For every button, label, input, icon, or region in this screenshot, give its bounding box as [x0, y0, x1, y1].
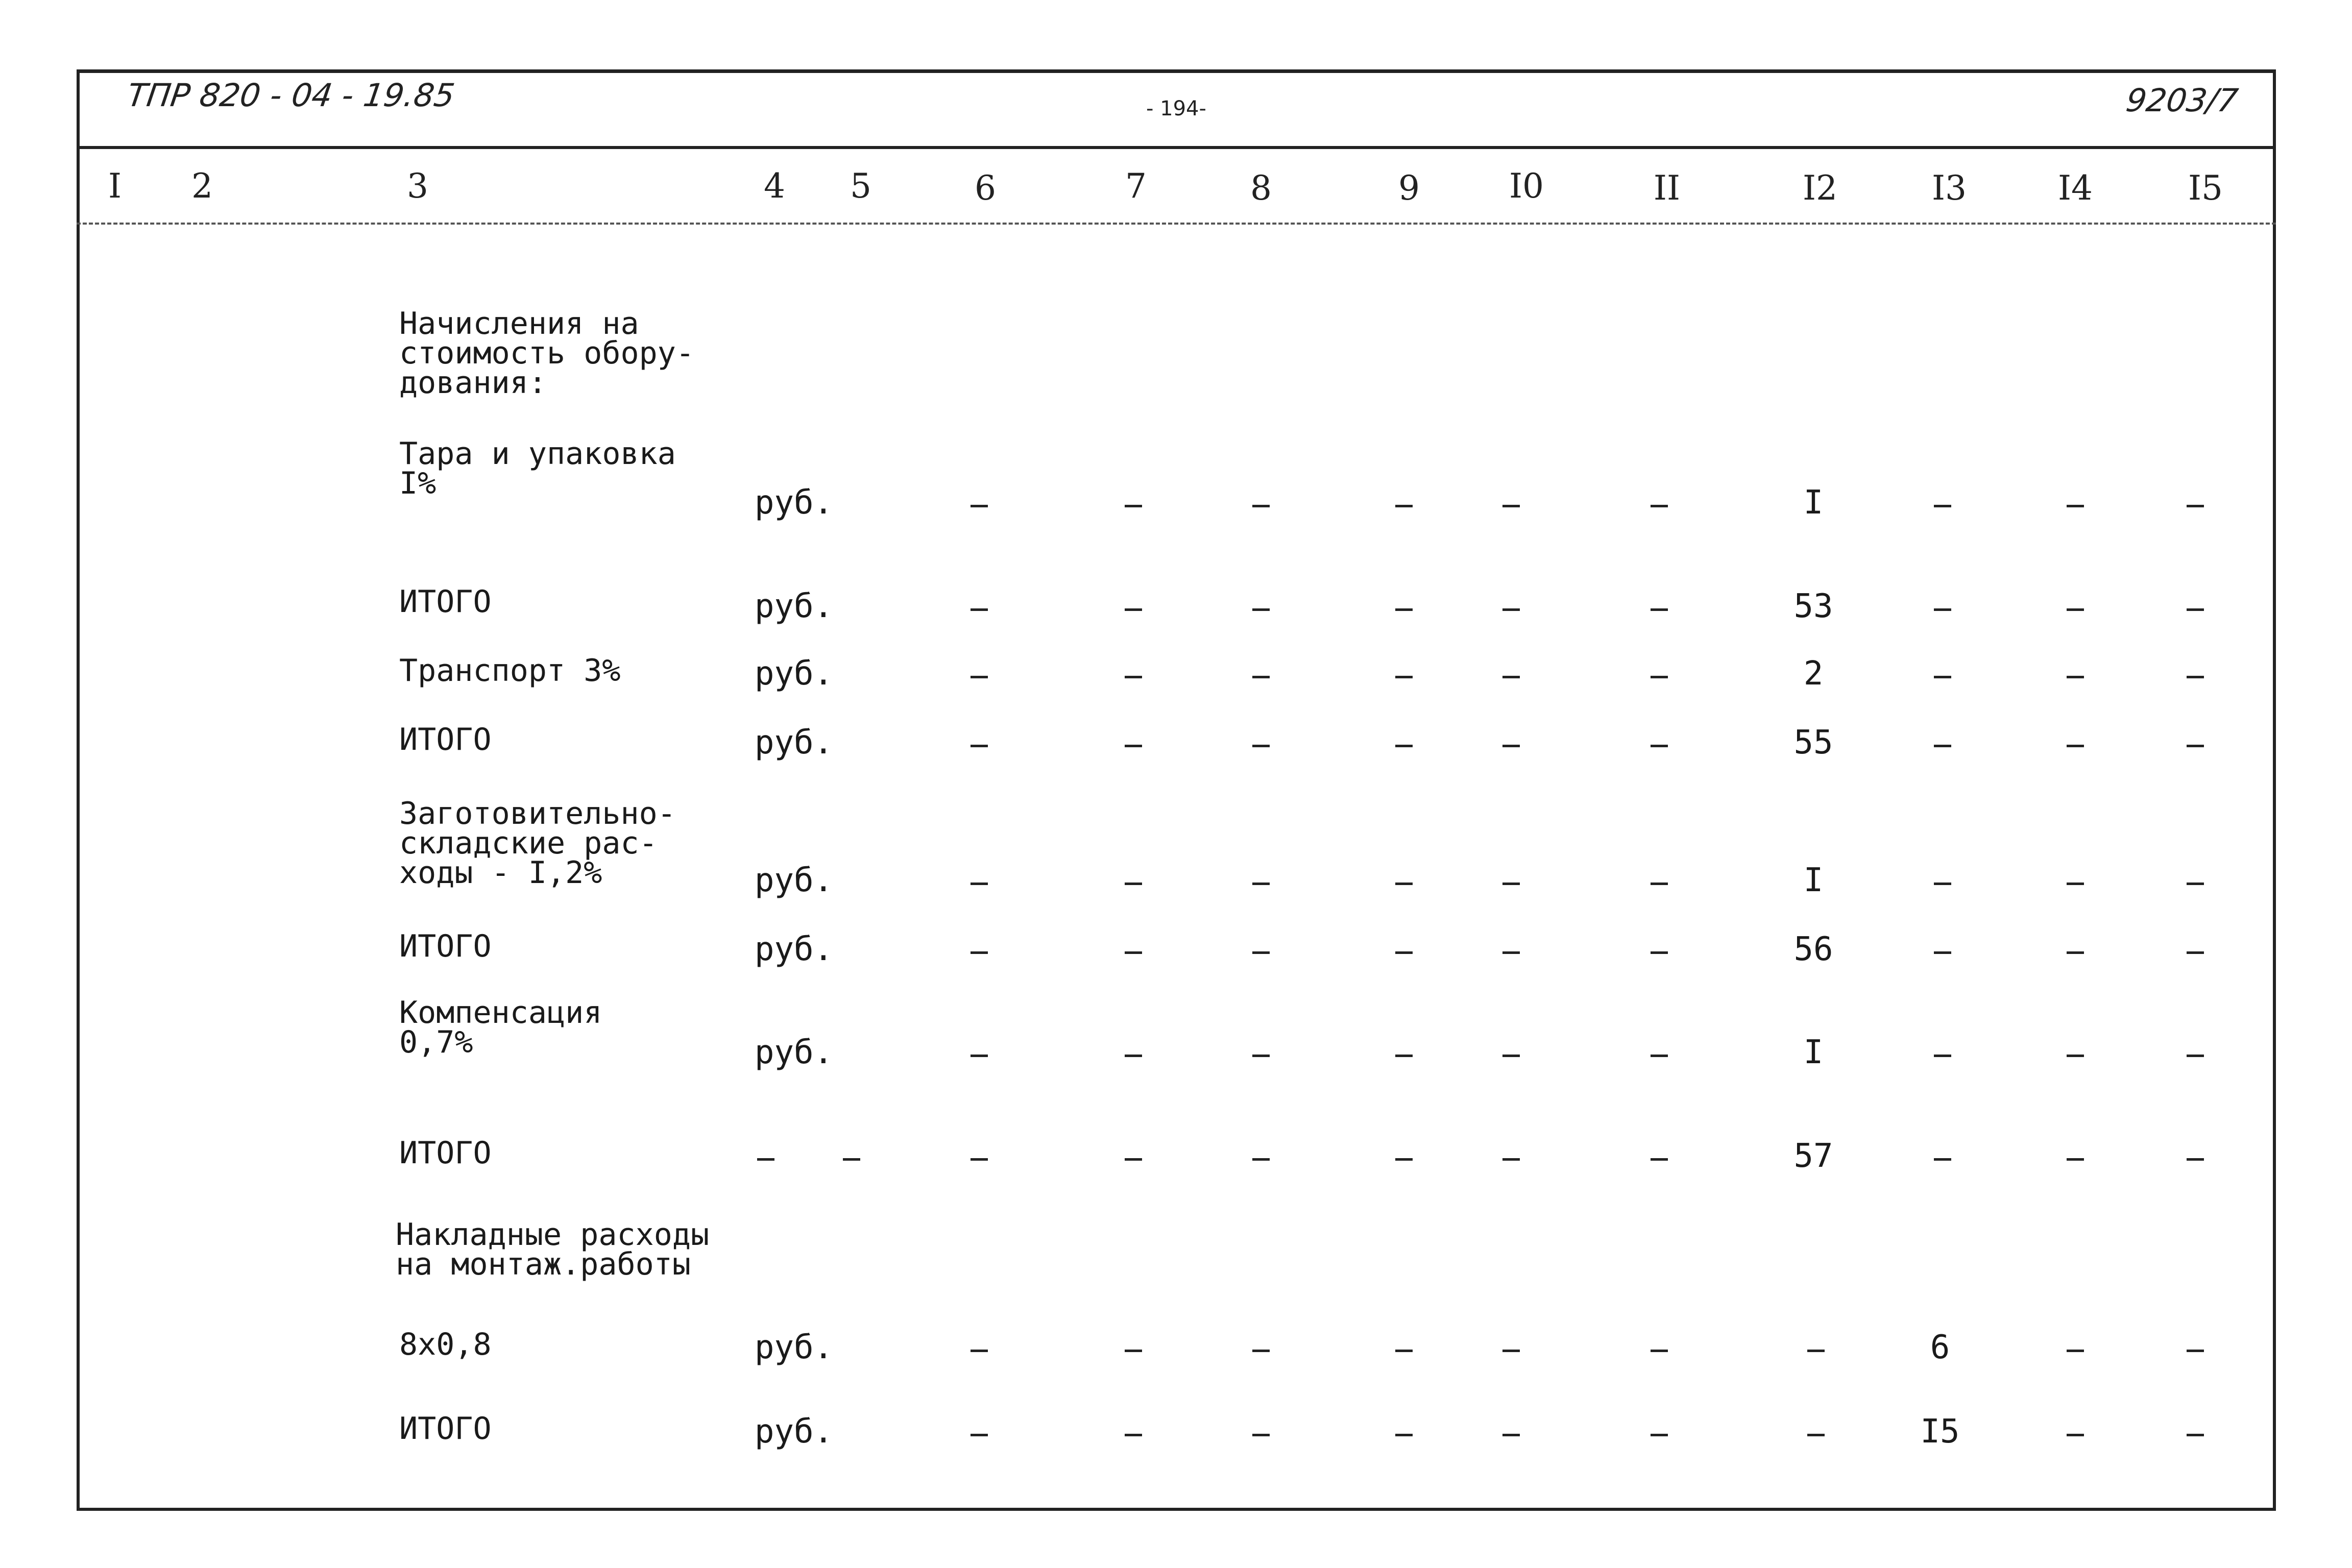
column-number-13: I3: [1931, 168, 1967, 208]
empty-cell-dash-5: [1651, 1434, 1668, 1436]
column-12-value: 2: [1803, 655, 1824, 693]
empty-cell-dash-6: [2067, 745, 2084, 747]
unit-cell: руб.: [755, 587, 834, 625]
empty-cell-dash-0: [971, 676, 988, 678]
empty-cell-dash-3: [1395, 951, 1413, 954]
document-code: ТПР 820 - 04 - 19.85: [125, 77, 457, 114]
empty-cell-dash-0: [971, 883, 988, 885]
empty-cell-dash-1: [1125, 883, 1142, 885]
empty-cell-dash-7: [2187, 1055, 2204, 1057]
column-12-value: I: [1803, 1034, 1824, 1071]
column-13-dash: [1934, 1055, 1951, 1057]
row-label: Заготовительно- складские рас- ходы - I,2%: [399, 796, 676, 891]
empty-cell-dash-2: [1252, 505, 1270, 507]
empty-cell-dash-7: [2187, 1158, 2204, 1161]
unit-cell: руб.: [755, 655, 834, 693]
empty-cell-dash-3: [1395, 1434, 1413, 1436]
empty-cell-dash-3: [1395, 1055, 1413, 1057]
column-13-dash: [1934, 1158, 1951, 1161]
empty-cell-dash-7: [2187, 883, 2204, 885]
empty-cell-dash-2: [1252, 608, 1270, 611]
empty-cell-dash-1: [1125, 1158, 1142, 1161]
empty-cell-dash-0: [971, 1158, 988, 1161]
empty-cell-dash-5: [1651, 676, 1668, 678]
column-13-value: I5: [1920, 1413, 1960, 1451]
empty-cell-dash-4: [1502, 951, 1520, 954]
empty-cell-dash-3: [1395, 1158, 1413, 1161]
empty-cell-dash-5: [1651, 1055, 1668, 1057]
empty-cell-dash-6: [2067, 1434, 2084, 1436]
empty-cell-dash-6: [2067, 1350, 2084, 1352]
column-12-value: 56: [1793, 930, 1833, 968]
empty-cell-dash-4: [1502, 505, 1520, 507]
column-number-7: 7: [1125, 166, 1147, 206]
unit-cell: руб.: [755, 1034, 834, 1071]
unit-dash: [757, 1158, 774, 1161]
empty-cell-dash-7: [2187, 608, 2204, 611]
row-label: ИТОГО: [399, 1135, 492, 1171]
column-12-dash: [1807, 1434, 1825, 1436]
empty-cell-dash-5: [1651, 883, 1668, 885]
column-number-6: 6: [975, 168, 996, 208]
column-13-dash: [1934, 676, 1951, 678]
sheet-code: 9203/7: [2123, 82, 2241, 119]
empty-cell-dash-7: [2187, 951, 2204, 954]
column-number-5: 5: [850, 166, 871, 206]
column-13-value: 6: [1930, 1329, 1950, 1366]
empty-cell-dash-6: [2067, 505, 2084, 507]
column-number-12: I2: [1802, 168, 1838, 208]
row-label: ИТОГО: [399, 928, 492, 964]
overhead-subheading: Накладные расходы на монтаж.работы: [396, 1217, 710, 1282]
column-number-2: 2: [191, 166, 213, 206]
column-13-dash: [1934, 505, 1951, 507]
empty-cell-dash-2: [1252, 745, 1270, 747]
empty-cell-dash-3: [1395, 745, 1413, 747]
empty-cell-dash-1: [1125, 1350, 1142, 1352]
empty-cell-dash-5: [1651, 1158, 1668, 1161]
empty-cell-dash-4: [1502, 883, 1520, 885]
column-number-3: 3: [407, 166, 428, 206]
empty-cell-dash-7: [2187, 745, 2204, 747]
column-number-10: I0: [1509, 166, 1544, 206]
empty-cell-dash-1: [1125, 951, 1142, 954]
document-frame: [77, 69, 2276, 1511]
empty-cell-dash-6: [2067, 608, 2084, 611]
empty-cell-dash-1: [1125, 1055, 1142, 1057]
column-5-dash: [843, 1158, 860, 1161]
empty-cell-dash-2: [1252, 883, 1270, 885]
empty-cell-dash-1: [1125, 745, 1142, 747]
empty-cell-dash-2: [1252, 1350, 1270, 1352]
empty-cell-dash-7: [2187, 505, 2204, 507]
empty-cell-dash-0: [971, 745, 988, 747]
empty-cell-dash-0: [971, 608, 988, 611]
row-label: ИТОГО: [399, 722, 492, 757]
empty-cell-dash-0: [971, 1055, 988, 1057]
empty-cell-dash-4: [1502, 676, 1520, 678]
empty-cell-dash-4: [1502, 1434, 1520, 1436]
empty-cell-dash-5: [1651, 608, 1668, 611]
column-13-dash: [1934, 951, 1951, 954]
empty-cell-dash-4: [1502, 745, 1520, 747]
empty-cell-dash-2: [1252, 1434, 1270, 1436]
unit-cell: руб.: [755, 862, 834, 899]
empty-cell-dash-0: [971, 1434, 988, 1436]
empty-cell-dash-6: [2067, 1158, 2084, 1161]
empty-cell-dash-5: [1651, 745, 1668, 747]
unit-cell: руб.: [755, 930, 834, 968]
empty-cell-dash-1: [1125, 608, 1142, 611]
column-12-value: I: [1803, 862, 1824, 899]
empty-cell-dash-0: [971, 951, 988, 954]
column-13-dash: [1934, 745, 1951, 747]
empty-cell-dash-1: [1125, 1434, 1142, 1436]
column-12-value: I: [1803, 484, 1824, 522]
empty-cell-dash-7: [2187, 1350, 2204, 1352]
empty-cell-dash-3: [1395, 608, 1413, 611]
unit-cell: руб.: [755, 1413, 834, 1451]
unit-cell: руб.: [755, 484, 834, 522]
column-number-15: I5: [2188, 168, 2223, 208]
column-number-14: I4: [2057, 168, 2093, 208]
empty-cell-dash-2: [1252, 1055, 1270, 1057]
unit-cell: руб.: [755, 724, 834, 762]
page-number: - 194-: [1146, 97, 1206, 120]
column-12-value: 55: [1793, 724, 1833, 762]
empty-cell-dash-2: [1252, 676, 1270, 678]
column-number-8: 8: [1250, 168, 1272, 208]
empty-cell-dash-4: [1502, 1158, 1520, 1161]
column-13-dash: [1934, 608, 1951, 611]
empty-cell-dash-5: [1651, 505, 1668, 507]
column-number-1: I: [108, 166, 122, 206]
header-divider: [77, 146, 2276, 149]
row-label: ИТОГО: [399, 1411, 492, 1447]
column-header-divider: [77, 223, 2276, 225]
unit-cell: руб.: [755, 1329, 834, 1366]
empty-cell-dash-4: [1502, 608, 1520, 611]
empty-cell-dash-0: [971, 505, 988, 507]
empty-cell-dash-5: [1651, 1350, 1668, 1352]
empty-cell-dash-6: [2067, 883, 2084, 885]
empty-cell-dash-2: [1252, 951, 1270, 954]
empty-cell-dash-6: [2067, 1055, 2084, 1057]
row-label: 8x0,8: [399, 1327, 492, 1362]
empty-cell-dash-7: [2187, 1434, 2204, 1436]
empty-cell-dash-6: [2067, 676, 2084, 678]
empty-cell-dash-4: [1502, 1350, 1520, 1352]
row-label: ИТОГО: [399, 584, 492, 620]
column-13-dash: [1934, 883, 1951, 885]
row-label: Тара и упаковка I%: [399, 436, 676, 501]
empty-cell-dash-4: [1502, 1055, 1520, 1057]
empty-cell-dash-7: [2187, 676, 2204, 678]
section-heading: Начисления на стоимость обору- дования:: [399, 306, 694, 401]
empty-cell-dash-3: [1395, 676, 1413, 678]
row-label: Транспорт 3%: [399, 653, 621, 689]
empty-cell-dash-2: [1252, 1158, 1270, 1161]
empty-cell-dash-0: [971, 1350, 988, 1352]
empty-cell-dash-3: [1395, 505, 1413, 507]
empty-cell-dash-3: [1395, 1350, 1413, 1352]
column-number-11: II: [1653, 168, 1681, 208]
empty-cell-dash-5: [1651, 951, 1668, 954]
empty-cell-dash-1: [1125, 505, 1142, 507]
empty-cell-dash-6: [2067, 951, 2084, 954]
row-label: Компенсация 0,7%: [399, 995, 602, 1060]
column-12-dash: [1807, 1350, 1825, 1352]
empty-cell-dash-1: [1125, 676, 1142, 678]
column-12-value: 53: [1793, 587, 1833, 625]
empty-cell-dash-3: [1395, 883, 1413, 885]
column-12-value: 57: [1793, 1137, 1833, 1175]
column-number-4: 4: [764, 166, 785, 206]
column-number-9: 9: [1398, 168, 1420, 208]
